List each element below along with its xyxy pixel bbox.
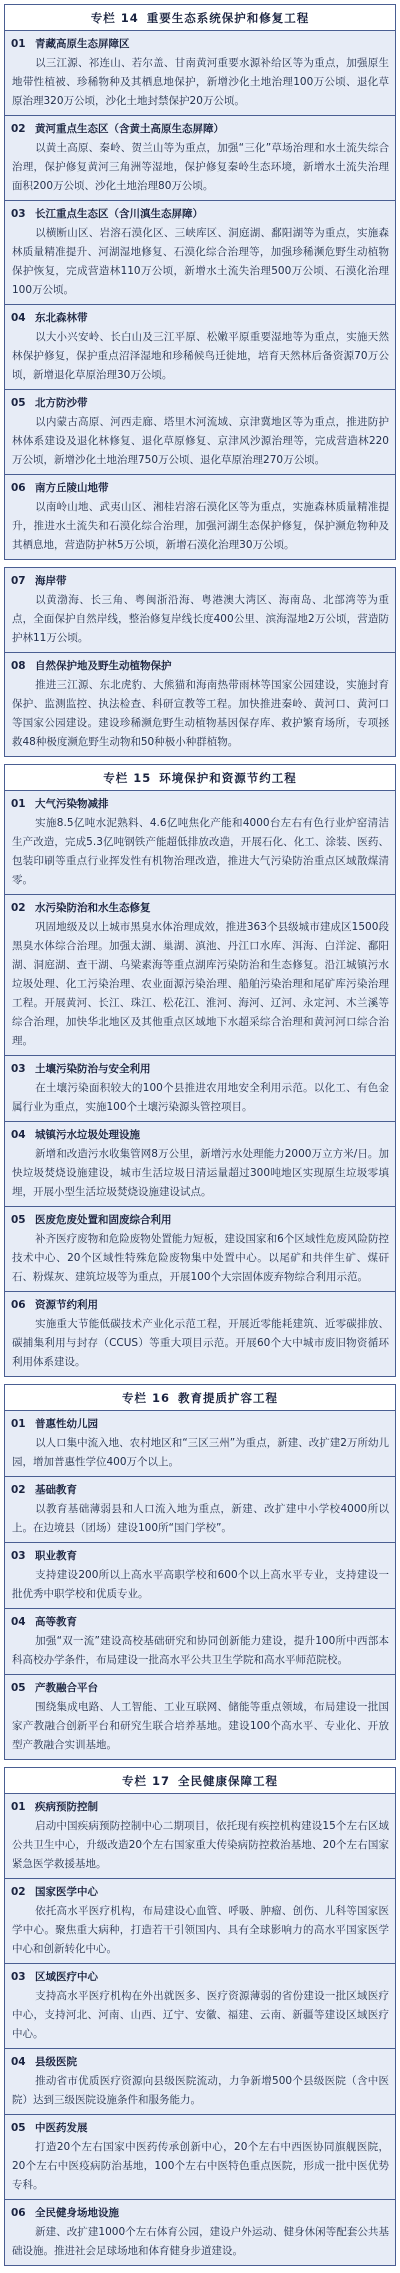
item-number: 06 — [11, 1299, 26, 1311]
list-item — [5, 2200, 395, 2265]
item-title: 普惠性幼儿园 — [35, 1418, 98, 1430]
item-number: 01 — [11, 1418, 26, 1430]
item-title: 北方防沙带 — [35, 397, 88, 409]
item-title: 中医药发展 — [35, 2122, 88, 2134]
panel-title — [5, 5, 395, 31]
list-item — [5, 1122, 395, 1207]
item-description: 以南岭山地、武夷山区、湘桂岩溶石漠化区等为重点，实施森林质量精准提升，推进水土流失和石漠化综合治理，加强河湖生态保护修复，保护濒危物种及其栖息地，营造防护林5万公顷，新增石漠化治理30万公顷。 — [12, 501, 389, 551]
list-item — [5, 1207, 395, 1292]
item-title: 自然保护地及野生动植物保护 — [35, 660, 172, 672]
item-number: 03 — [11, 1063, 26, 1075]
list-item — [5, 1964, 395, 2049]
item-number: 02 — [11, 1484, 26, 1496]
item-description: 新增和改造污水收集管网8万公里，新增污水处理能力2000万立方米/日。加快垃圾焚烧设施建设，城市生活垃圾日清运量超过300吨地区实现原生垃圾零填埋，开展小型生活垃圾焚烧设施建设试点。 — [12, 1148, 389, 1198]
item-number: 05 — [11, 1682, 26, 1694]
item-number: 03 — [11, 1550, 26, 1562]
item-description: 实施重大节能低碳技术产业化示范工程，开展近零能耗建筑、近零碳排放、碳捕集利用与封存（CCUS）等重大项目示范。开展60个大中城市废旧物资循环利用体系建设。 — [12, 1318, 389, 1368]
item-number: 06 — [11, 2207, 26, 2219]
list-item — [5, 390, 395, 475]
item-title: 全民健身场地设施 — [35, 2207, 119, 2219]
item-description: 实施8.5亿吨水泥熟料、4.6亿吨焦化产能和4000台左右有色行业炉窑清洁生产改造，完成5.3亿吨钢铁产能超低排放改造，开展石化、化工、涂装、医药、包装印刷等重点行业挥发性有机物治理改造，推进大气污染防治重点区域散煤清零。 — [12, 817, 389, 886]
item-description: 推动省市优质医疗资源向县级医院流动，力争新增500个县级医院（含中医院）达到三级医院设施条件和服务能力。 — [12, 2075, 389, 2106]
item-description: 支持建设200所以上高水平高职学校和600个以上高水平专业，支持建设一批优秀中职学校和优质专业。 — [12, 1569, 389, 1600]
list-item — [5, 1056, 395, 1122]
item-description: 以横断山区、岩溶石漠化区、三峡库区、洞庭湖、鄱阳湖等为重点，实施森林质量精准提升、河湖湿地修复、石漠化综合治理等，加强珍稀濒危野生动植物保护恢复，完成营造林110万公顷，新增水土流失治理500万公顷、石漠化治理100万公顷。 — [12, 227, 389, 296]
list-item — [5, 1543, 395, 1609]
panel-number: 专栏 17 — [121, 1774, 170, 1788]
panel-heading: 重要生态系统保护和修复工程 — [146, 11, 310, 25]
item-number: 01 — [11, 1801, 26, 1813]
item-number: 06 — [11, 482, 26, 494]
item-description: 以黄渤海、长三角、粤闽浙沿海、粤港澳大湾区、海南岛、北部湾等为重点，全面保护自然岸线，整治修复岸线长度400公里、滨海湿地2万公顷，营造防护林11万公顷。 — [12, 594, 389, 644]
item-title: 区域医疗中心 — [35, 1971, 98, 1983]
item-description: 以大小兴安岭、长白山及三江平原、松嫩平原重要湿地等为重点，实施天然林保护修复，保护重点沼泽湿地和珍稀候鸟迁徙地，培育天然林后备资源70万公顷，新增退化草原治理30万公顷。 — [12, 331, 389, 381]
item-description: 启动中国疾病预防控制中心二期项目，依托现有疾控机构建设15个左右区域公共卫生中心，升级改造20个左右国家重大传染病防控救治基地、20个左右国家紧急医学救援基地。 — [12, 1820, 389, 1870]
list-item — [5, 2049, 395, 2115]
item-number: 02 — [11, 123, 26, 135]
item-description: 补齐医疗废物和危险废物处置能力短板，建设国家和6个区域性危废风险防控技术中心、20个区域性特殊危险废物集中处置中心。以尾矿和共伴生矿、煤矸石、粉煤灰、建筑垃圾等为重点，开展100个大宗固体废弃物综合利用示范。 — [12, 1233, 389, 1283]
item-title: 国家医学中心 — [35, 1886, 98, 1898]
column-panel — [4, 567, 396, 757]
item-description: 巩固地级及以上城市黑臭水体治理成效，推进363个县级城市建成区1500段黑臭水体综合治理。加强太湖、巢湖、滇池、丹江口水库、洱海、白洋淀、鄱阳湖、洞庭湖、查干湖、乌梁素海等重点湖库污染防治和生态修复。沿江城镇污水垃圾处理、化工污染治理、农业面源污染治理、船舶污染治理和尾矿库污染治理工程。开展黄河、长江、珠江、松花江、淮河、海河、辽河、永定河、木兰溪等综合治理，加快华北地区及其他重点区域地下水超采综合治理和黄河河口综合治理。 — [12, 921, 389, 1047]
item-description: 以人口集中流入地、农村地区和“三区三州”为重点，新建、改扩建2万所幼儿园，增加普惠性学位400万个以上。 — [12, 1437, 389, 1468]
item-title: 基础教育 — [35, 1484, 77, 1496]
column-panel — [4, 1767, 396, 2266]
item-description: 在土壤污染面积较大的100个县推进农用地安全利用示范。以化工、有色金属行业为重点，实施100个土壤污染源头管控项目。 — [12, 1082, 389, 1113]
item-description: 推进三江源、东北虎豹、大熊猫和海南热带雨林等国家公园建设，实施封育保护、监测监控、执法检查、科研宣教等工程。加快推进秦岭、黄河口、黄河口等国家公园建设。建设珍稀濒危野生动植物基因保存库、救护繁育场所，专项拯救48种极度濒危野生动物和50种极小种群植物。 — [12, 679, 389, 748]
list-item — [5, 1477, 395, 1543]
list-item — [5, 1794, 395, 1879]
list-item — [5, 1609, 395, 1675]
panel-number: 专栏 16 — [121, 1391, 170, 1405]
item-description: 支持高水平医疗机构在外出就医多、医疗资源薄弱的省份建设一批区域医疗中心，支持河北、河南、山西、辽宁、安徽、福建、云南、新疆等建设区域医疗中心。 — [12, 1990, 389, 2040]
panel-number: 专栏 14 — [90, 11, 139, 25]
list-item — [5, 791, 395, 895]
list-item — [5, 1292, 395, 1376]
list-item — [5, 305, 395, 390]
item-description: 加强“双一流”建设高校基础研究和协同创新能力建设，提升100所中西部本科高校办学条件，布局建设一批高水平公共卫生学院和高水平师范院校。 — [12, 1635, 389, 1666]
panel-heading: 教育提质扩容工程 — [178, 1391, 278, 1405]
item-number: 01 — [11, 798, 26, 810]
item-title: 县级医院 — [35, 2056, 77, 2068]
item-number: 04 — [11, 1616, 26, 1628]
list-item — [5, 1411, 395, 1477]
column-panel — [4, 4, 396, 560]
item-number: 01 — [11, 38, 26, 50]
item-title: 南方丘陵山地带 — [35, 482, 109, 494]
document-page — [0, 4, 400, 2266]
list-item — [5, 1675, 395, 1759]
item-title: 长江重点生态区（含川滇生态屏障） — [35, 208, 203, 220]
item-number: 05 — [11, 2122, 26, 2134]
item-number: 02 — [11, 1886, 26, 1898]
item-description: 以三江源、祁连山、若尔盖、甘南黄河重要水源补给区等为重点，加强原生地带性植被、珍稀物种及其栖息地保护，新增沙化土地治理100万公顷、退化草原治理320万公顷，沙化土地封禁保护20万公顷。 — [12, 57, 389, 107]
item-description: 以教育基础薄弱县和人口流入地为重点，新建、改扩建中小学校4000所以上。在边境县（团场）建设100所“国门学校”。 — [12, 1503, 389, 1534]
panel-heading: 环境保护和资源节约工程 — [159, 771, 297, 785]
list-item — [5, 568, 395, 653]
item-description: 围绕集成电路、人工智能、工业互联网、储能等重点领域，布局建设一批国家产教融合创新平台和研究生联合培养基地。建设100个高水平、专业化、开放型产教融合实训基地。 — [12, 1701, 389, 1751]
item-number: 05 — [11, 1214, 26, 1226]
list-item — [5, 201, 395, 305]
item-title: 高等教育 — [35, 1616, 77, 1628]
item-number: 03 — [11, 1971, 26, 1983]
list-item — [5, 31, 395, 116]
item-title: 疾病预防控制 — [35, 1801, 98, 1813]
item-number: 04 — [11, 312, 26, 324]
panel-title — [5, 1385, 395, 1411]
item-number: 05 — [11, 397, 26, 409]
item-number: 04 — [11, 2056, 26, 2068]
list-item — [5, 2115, 395, 2200]
column-panel — [4, 764, 396, 1377]
item-description: 依托高水平医疗机构，布局建设心血管、呼吸、肿瘤、创伤、儿科等国家医学中心。聚焦重大病种，打造若干引领国内、具有全球影响力的高水平国家医学中心和创新转化中心。 — [12, 1905, 389, 1955]
panel-title — [5, 765, 395, 791]
item-number: 04 — [11, 1129, 26, 1141]
item-number: 02 — [11, 902, 26, 914]
panel-number: 专栏 15 — [103, 771, 152, 785]
item-description: 打造20个左右国家中医药传承创新中心，20个左右中西医协同旗舰医院，20个左右中医疫病防治基地，100个左右中医特色重点医院，形成一批中医优势专科。 — [12, 2141, 389, 2191]
list-item — [5, 1879, 395, 1964]
item-description: 以黄土高原、秦岭、贺兰山等为重点，加强“三化”草场治理和水土流失综合治理，保护修复黄河三角洲等湿地，保护修复秦岭生态环境，新增水土流失治理面积200万公顷、沙化土地治理80万公顷。 — [12, 142, 389, 192]
item-description: 以内蒙古高原、河西走廊、塔里木河流域、京津冀地区等为重点，推进防护林体系建设及退化林修复、退化草原修复、京津风沙源治理等，完成营造林220万公顷，新增沙化土地治理750万公顷、退化草原治理270万公顷。 — [12, 416, 389, 466]
panel-title — [5, 1768, 395, 1794]
list-item — [5, 895, 395, 1056]
item-title: 土壤污染防治与安全利用 — [35, 1063, 151, 1075]
item-title: 医废危废处置和固废综合利用 — [35, 1214, 172, 1226]
item-title: 东北森林带 — [35, 312, 88, 324]
item-number: 07 — [11, 575, 26, 587]
item-title: 资源节约利用 — [35, 1299, 98, 1311]
item-number: 08 — [11, 660, 26, 672]
item-title: 产教融合平台 — [35, 1682, 98, 1694]
item-title: 职业教育 — [35, 1550, 77, 1562]
item-title: 黄河重点生态区（含黄土高原生态屏障） — [35, 123, 224, 135]
list-item — [5, 653, 395, 756]
item-title: 青藏高原生态屏障区 — [35, 38, 130, 50]
list-item — [5, 116, 395, 201]
item-title: 大气污染物减排 — [35, 798, 109, 810]
panel-heading: 全民健康保障工程 — [178, 1774, 278, 1788]
item-number: 03 — [11, 208, 26, 220]
column-panel — [4, 1384, 396, 1760]
item-title: 城镇污水垃圾处理设施 — [35, 1129, 140, 1141]
list-item — [5, 475, 395, 559]
item-description: 新建、改扩建1000个左右体育公园，建设户外运动、健身休闲等配套公共基础设施。推进社会足球场地和体育健身步道建设。 — [12, 2226, 389, 2257]
item-title: 海岸带 — [35, 575, 67, 587]
item-title: 水污染防治和水生态修复 — [35, 902, 151, 914]
